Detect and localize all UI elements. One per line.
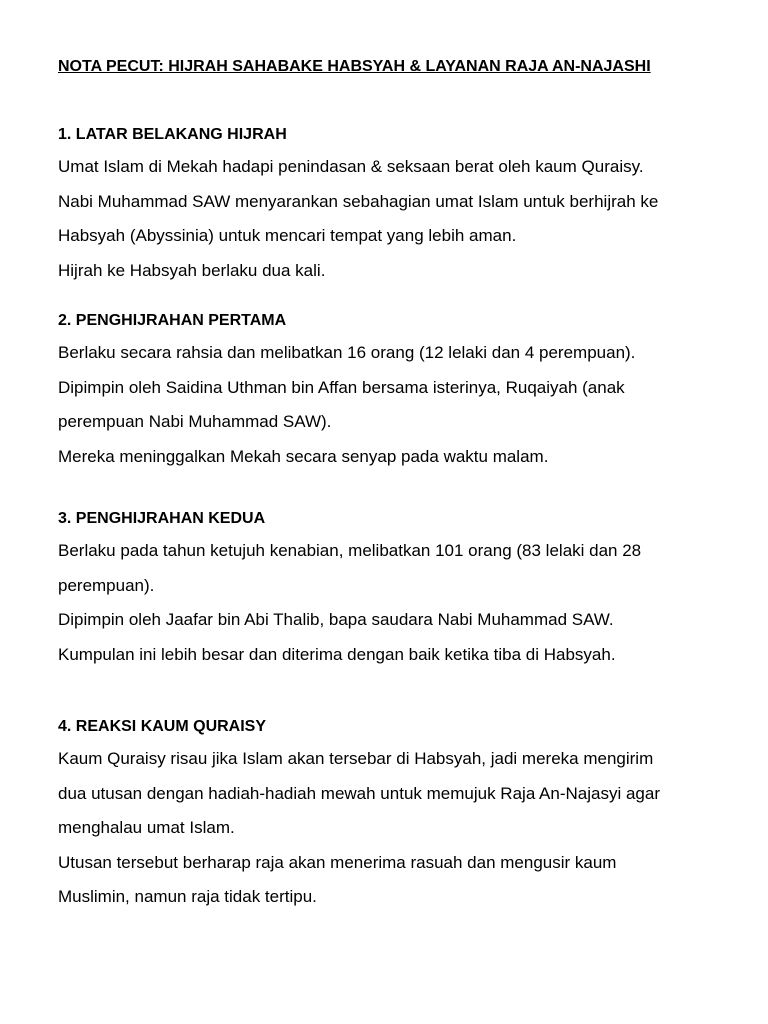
section-reaksi-kaum-quraisy: [58, 716, 718, 915]
section-heading: 1. LATAR BELAKANG HIJRAH: [58, 126, 287, 143]
section-body: [58, 336, 718, 474]
text-line: Kaum Quraisy risau jika Islam akan tersebar di Habsyah, jadi mereka mengirim: [58, 749, 654, 768]
text-line: Utusan tersebut berharap raja akan menerima rasuah dan mengusir kaum: [58, 852, 617, 872]
text-line: perempuan).: [58, 575, 155, 595]
text-line: menghalau umat Islam.: [58, 818, 235, 837]
text-line: Berlaku secara rahsia dan melibatkan 16 orang (12 lelaki dan 4 perempuan).: [58, 343, 636, 362]
section-heading: 4. REAKSI KAUM QURAISY: [58, 718, 267, 735]
text-line: Habsyah (Abyssinia) untuk mencari tempat yang lebih aman.: [58, 226, 517, 245]
section-heading: 3. PENGHIJRAHAN KEDUA: [58, 510, 266, 527]
text-line: perempuan Nabi Muhammad SAW).: [58, 412, 332, 431]
section-body: [58, 150, 718, 288]
text-line: Dipimpin oleh Saidina Uthman bin Affan bersama isterinya, Ruqaiyah (anak: [58, 377, 625, 397]
section-heading: 2. PENGHIJRAHAN PERTAMA: [58, 312, 287, 329]
text-line: Umat Islam di Mekah hadapi penindasan & seksaan berat oleh kaum Quraisy.: [58, 157, 644, 176]
document-title: NOTA PECUT: HIJRAH SAHABAKE HABSYAH & LAYANAN RAJA AN-NAJASHI: [58, 58, 651, 75]
text-line: Hijrah ke Habsyah berlaku dua kali.: [58, 260, 326, 280]
section-body: [58, 742, 718, 915]
section-body: [58, 534, 718, 672]
text-line: Dipimpin oleh Jaafar bin Abi Thalib, bapa saudara Nabi Muhammad SAW.: [58, 610, 614, 629]
text-line: Muslimin, namun raja tidak tertipu.: [58, 887, 317, 906]
section-latar-belakang: [58, 124, 718, 288]
text-line: Kumpulan ini lebih besar dan diterima dengan baik ketika tiba di Habsyah.: [58, 644, 616, 664]
text-line: dua utusan dengan hadiah-hadiah mewah untuk memujuk Raja An-Najasyi agar: [58, 783, 660, 803]
section-penghijrahan-kedua: [58, 508, 718, 672]
text-line: Mereka meninggalkan Mekah secara senyap pada waktu malam.: [58, 446, 549, 466]
text-line: Berlaku pada tahun ketujuh kenabian, melibatkan 101 orang (83 lelaki dan 28: [58, 541, 642, 560]
section-penghijrahan-pertama: [58, 310, 718, 474]
text-line: Nabi Muhammad SAW menyarankan sebahagian umat Islam untuk berhijrah ke: [58, 191, 659, 211]
